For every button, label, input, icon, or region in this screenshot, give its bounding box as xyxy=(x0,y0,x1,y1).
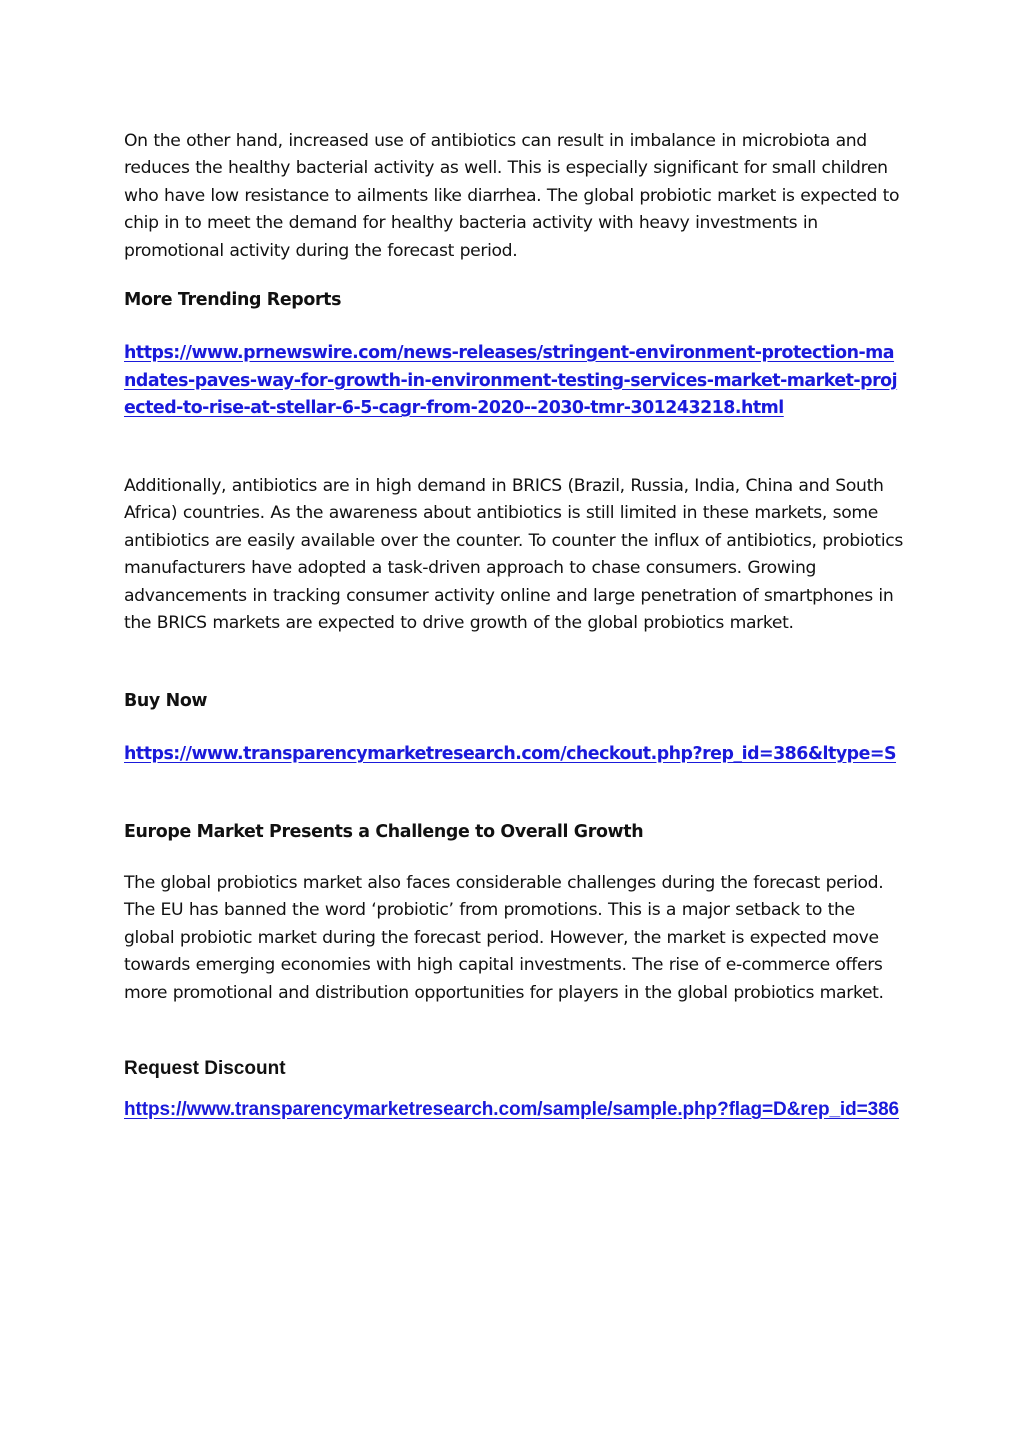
intro-paragraph: On the other hand, increased use of antibiotics can result in imbalance in microbiota and reduces the healthy bacterial activity as well. This is especially significant for small children who have low resistance to ailments like diarrhea. The global probiotic market is expected to chip in to meet the demand for healthy bacteria activity with heavy investments in promotional activity during the forecast period. xyxy=(124,131,900,261)
trending-reports-heading: More Trending Reports xyxy=(124,290,342,310)
request-discount-heading: Request Discount xyxy=(124,1058,286,1079)
brics-paragraph: Additionally, antibiotics are in high demand in BRICS (Brazil, Russia, India, China and South Africa) countries. As the awareness about antibiotics is still limited in these markets, some antibiotics are easily available over the counter. To counter the influx of antibiotics, probiotics manufacturers have adopted a task-driven approach to chase consumers. Growing advancements in tracking consumer activity online and large penetration of smartphones in the BRICS markets are expected to drive growth of the global probiotics market. xyxy=(124,476,903,634)
request-discount-link[interactable]: https://www.transparencymarketresearch.com/sample/sample.php?flag=D&rep_id=386 xyxy=(124,1099,900,1120)
trending-report-link[interactable]: https://www.prnewswire.com/news-releases/stringent-environment-protection-mandates-paves-way-for-growth-in-environment-testing-services-market-market-projected-to-rise-at-stellar-6-5-cagr-from-2020--2030-tmr-301243218.html xyxy=(124,343,898,419)
europe-heading: Europe Market Presents a Challenge to Overall Growth xyxy=(124,822,644,842)
buy-now-link[interactable]: https://www.transparencymarketresearch.com/checkout.php?rep_id=386&ltype=S xyxy=(124,744,897,764)
buy-now-heading: Buy Now xyxy=(124,691,208,711)
europe-paragraph: The global probiotics market also faces considerable challenges during the forecast period. The EU has banned the word ‘probiotic’ from promotions. This is a major setback to the global probiotic market during the forecast period. However, the market is expected move towards emerging economies with high capital investments. The rise of e-commerce offers more promotional and distribution opportunities for players in the global probiotics market. xyxy=(124,873,884,1003)
